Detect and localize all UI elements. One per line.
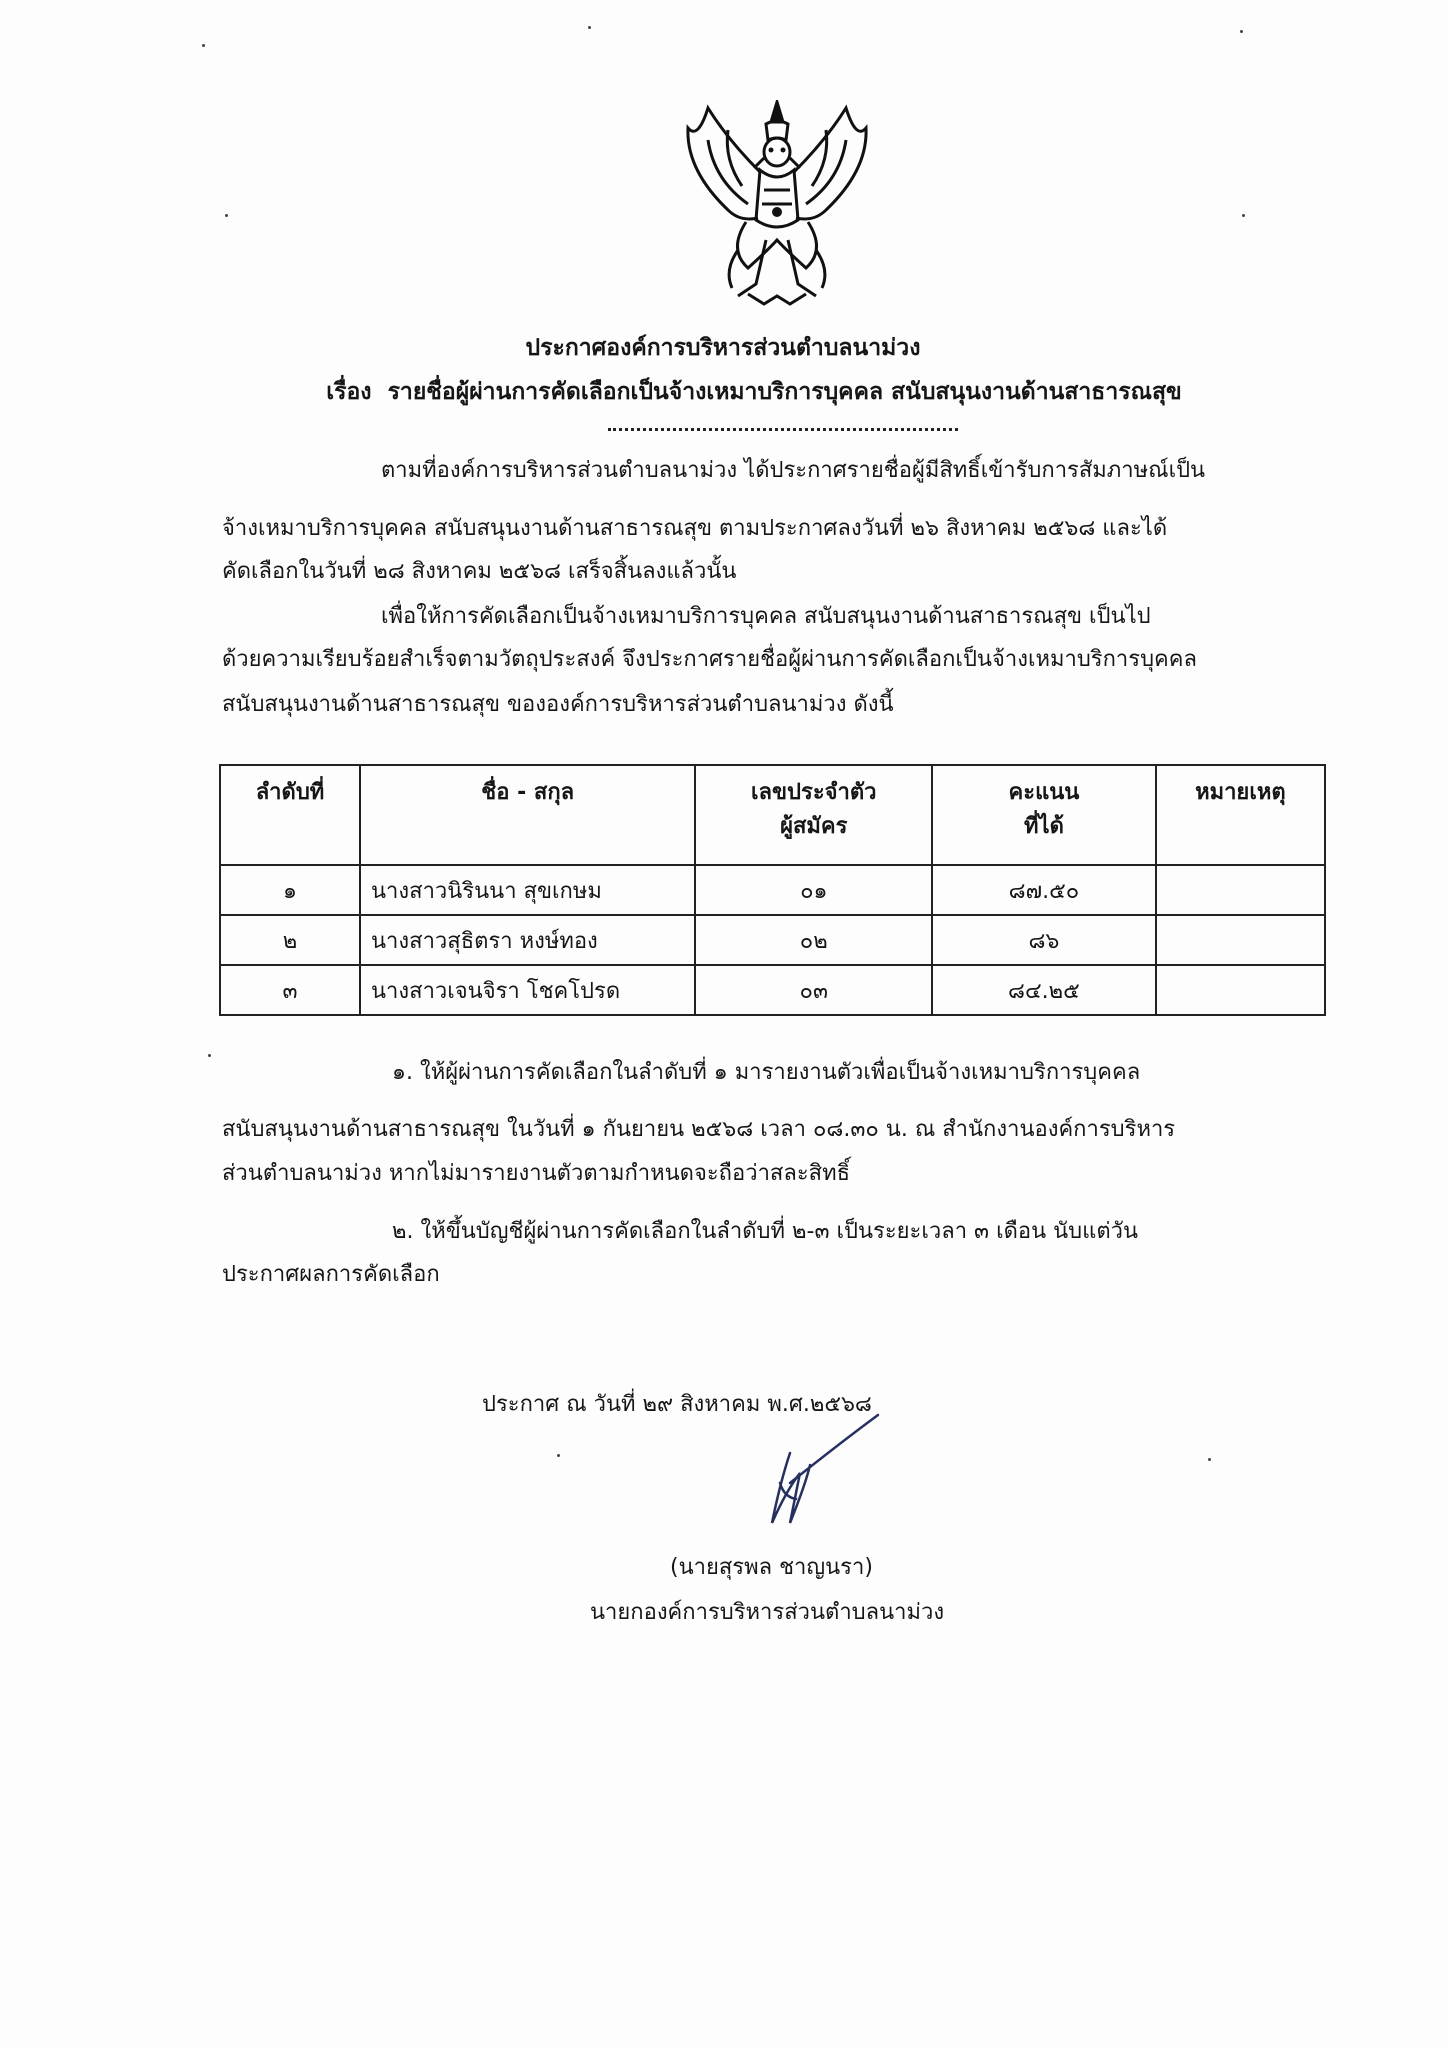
scan-speck <box>1240 30 1243 33</box>
item-1-line-1: ๑. ให้ผู้ผ่านการคัดเลือกในลำดับที่ ๑ มารายงานตัวเพื่อเป็นจ้างเหมาบริการบุคคล <box>392 1060 1141 1085</box>
announce-date: ประกาศ ณ วันที่ ๒๙ สิงหาคม พ.ศ.๒๕๖๘ <box>482 1392 872 1417</box>
cell-score: ๘๗.๕๐ <box>932 865 1156 915</box>
cell-note <box>1156 965 1325 1015</box>
scan-speck <box>1208 1458 1211 1461</box>
header-note: หมายเหตุ <box>1156 765 1325 865</box>
header-id-line-1: เลขประจำตัว <box>751 780 877 805</box>
item-1-line-3: ส่วนตำบลนาม่วง หากไม่มารายงานตัวตามกำหนดจะถือว่าสละสิทธิ์ <box>222 1161 850 1186</box>
intro-p1-line-1: ตามที่องค์การบริหารส่วนตำบลนาม่วง ได้ประกาศรายชื่อผู้มีสิทธิ์เข้ารับการสัมภาษณ์เป็น <box>381 458 1206 483</box>
scan-speck <box>202 44 205 47</box>
table-row <box>220 965 1325 1015</box>
scan-speck <box>1242 214 1245 217</box>
scan-speck <box>225 214 228 217</box>
header-id-line-2: ผู้สมัคร <box>780 814 848 839</box>
item-1-line-2: สนับสนุนงานด้านสาธารณสุข ในวันที่ ๑ กันยายน ๒๕๖๘ เวลา ๐๘.๓๐ น. ณ สำนักงานองค์การบริหาร <box>222 1117 1176 1142</box>
scan-speck <box>208 1054 211 1057</box>
cell-name: นางสาวนิรินนา สุขเกษม <box>360 865 695 915</box>
cell-note <box>1156 915 1325 965</box>
cell-applicant-id: ๐๒ <box>695 915 932 965</box>
table-row <box>220 865 1325 915</box>
intro-p2-line-1: เพื่อให้การคัดเลือกเป็นจ้างเหมาบริการบุคคล สนับสนุนงานด้านสาธารณสุข เป็นไป <box>381 604 1151 629</box>
header-rank: ลำดับที่ <box>220 765 360 865</box>
cell-rank: ๒ <box>220 915 360 965</box>
cell-score: ๘๖ <box>932 915 1156 965</box>
item-2-line-1: ๒. ให้ขึ้นบัญชีผู้ผ่านการคัดเลือกในลำดับที่ ๒-๓ เป็นระยะเวลา ๓ เดือน นับแต่วัน <box>392 1219 1139 1244</box>
item-2-line-2: ประกาศผลการคัดเลือก <box>222 1262 440 1287</box>
signer-name: (นายสุรพล ชาญนรา) <box>670 1555 873 1580</box>
cell-rank: ๑ <box>220 865 360 915</box>
header-name: ชื่อ - สกุล <box>360 765 695 865</box>
title-dotted-separator <box>608 424 958 431</box>
subject-label: เรื่อง <box>326 379 372 405</box>
signer-position: นายกองค์การบริหารส่วนตำบลนาม่วง <box>590 1600 945 1625</box>
subject-text: รายชื่อผู้ผ่านการคัดเลือกเป็นจ้างเหมาบริการบุคคล สนับสนุนงานด้านสาธารณสุข <box>387 379 1182 405</box>
handwritten-signature <box>750 1413 880 1533</box>
intro-p1-line-3: คัดเลือกในวันที่ ๒๘ สิงหาคม ๒๕๖๘ เสร็จสิ้นลงแล้วนั้น <box>222 559 737 584</box>
header-score-line-1: คะแนน <box>1008 780 1080 805</box>
garuda-emblem <box>668 100 886 306</box>
cell-applicant-id: ๐๓ <box>695 965 932 1015</box>
scan-speck <box>588 26 591 29</box>
cell-note <box>1156 865 1325 915</box>
header-score <box>932 765 1156 865</box>
header-applicant-id <box>695 765 932 865</box>
cell-rank: ๓ <box>220 965 360 1015</box>
scan-speck <box>557 1454 560 1457</box>
intro-p2-line-3: สนับสนุนงานด้านสาธารณสุข ขององค์การบริหารส่วนตำบลนาม่วง ดังนี้ <box>222 692 894 717</box>
results-table <box>219 764 1326 1016</box>
table-header-row <box>220 765 1325 865</box>
header-score-line-2: ที่ได้ <box>1024 814 1064 839</box>
subject-line <box>30 377 1448 407</box>
intro-p1-line-2: จ้างเหมาบริการบุคคล สนับสนุนงานด้านสาธารณสุข ตามประกาศลงวันที่ ๒๖ สิงหาคม ๒๕๖๘ และได้ <box>222 516 1168 541</box>
cell-applicant-id: ๐๑ <box>695 865 932 915</box>
table-row <box>220 915 1325 965</box>
intro-p2-line-2: ด้วยความเรียบร้อยสำเร็จตามวัตถุประสงค์ จึงประกาศรายชื่อผู้ผ่านการคัดเลือกเป็นจ้างเหมาบริการบุคคล <box>222 647 1197 672</box>
cell-name: นางสาวสุธิตรา หงษ์ทอง <box>360 915 695 965</box>
cell-score: ๘๔.๒๕ <box>932 965 1156 1015</box>
cell-name: นางสาวเจนจิรา โชคโปรด <box>360 965 695 1015</box>
page-title: ประกาศองค์การบริหารส่วนตำบลนาม่วง <box>525 335 921 361</box>
